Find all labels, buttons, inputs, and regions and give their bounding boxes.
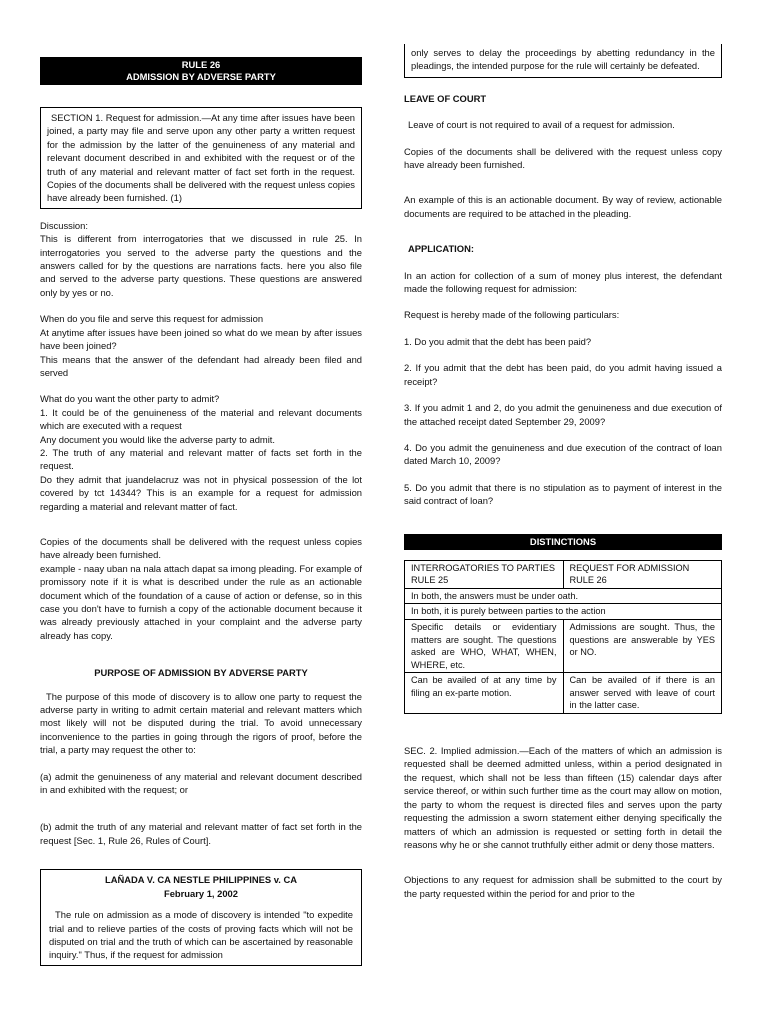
distinctions-heading: DISTINCTIONS <box>404 534 722 550</box>
header-right-title: REQUEST FOR ADMISSION <box>569 562 690 573</box>
table-cell <box>563 560 722 588</box>
section-2-text: SEC. 2. Implied admission.—Each of the matters of which an admission is requested shall be deemed admitted unless, within a period designated in the request, which shall not be less than fifteen (15) calendar days after service thereof, or within such further time as the court may allow on motion, the party to whom the request is directed files and serves upon the party requesting the admission a sworn statement either denying specifically the matters of which an admission is requested or setting forth in detail the reasons why he or she cannot truthfully either admit or deny those matters. <box>404 745 722 850</box>
right-copies-text: Copies of the documents shall be delivered with the request unless copy have already been furnished. <box>404 145 722 171</box>
example-text: example - naay uban na nala attach dapat sa imong pleading. For example of promissory note if it is what is described under the rule as an actionable document which of the foundation of a cause of action or defense, so in this case you don't have to furnish a copy of the actionable document because it was already previously attached in your complaint and the adverse party already has copy. <box>40 562 362 641</box>
item-2: 2. The truth of any material and relevant matter of facts set forth in the request. <box>40 446 362 472</box>
what-question: What do you want the other party to admit? <box>40 393 220 405</box>
question-1: 1. Do you admit that the debt has been paid? <box>404 335 592 347</box>
request-intro: Request is hereby made of the following particulars: <box>404 309 620 321</box>
table-row <box>405 604 722 620</box>
left-column <box>40 0 362 966</box>
case-title: LAÑADA V. CA NESTLE PHILIPPINES v. CA <box>104 874 298 886</box>
application-text: In an action for collection of a sum of money plus interest, the defendant made the following request for admission: <box>404 269 722 295</box>
case-continued-text: only serves to delay the proceedings by abetting redundancy in the pleadings, the intended purpose for the rule will certainly be defeated. <box>411 47 715 72</box>
row3-left: Specific details or evidentiary matters are sought. The questions asked are WHO, WHAT, WHEN, WHERE, etc. <box>405 619 564 672</box>
objections-text: Objections to any request for admission shall be submitted to the court by the party requested within the period for and prior to the <box>404 874 722 899</box>
rule-title: RULE 26 <box>181 59 221 70</box>
distinctions-table <box>404 560 722 715</box>
item-1: 1. It could be of the genuineness of the material and relevant documents which are executed with a request <box>40 406 362 432</box>
table-row <box>405 560 722 588</box>
means-text: This means that the answer of the defendant had already been filed and served <box>40 353 362 378</box>
case-text: The rule on admission as a mode of discovery is intended "to expedite trial and to relieve parties of the costs of proving facts which will not be disputed on trial and the truth of which can be ascertained by reasonable inquiry." Thus, if the request for admission <box>49 909 353 961</box>
leave-text: Leave of court is not required to avail of a request for admission. <box>408 119 675 131</box>
rule-heading <box>40 57 362 85</box>
row3-right: Admissions are sought. Thus, the questions are answerable by YES or NO. <box>563 619 722 672</box>
section-1-text: SECTION 1. Request for admission.—At any time after issues have been joined, a party may file and serve upon any other party a written request for the admission by the latter of the genuineness of any material and relevant document described in and exhibited with the request or of the truth of any material and relevant matter of fact set forth in the request. Copies of the documents shall be delivered with the request unless copies have already been furnished. (1) <box>47 112 355 204</box>
when-answer: At anytime after issues have been joined so what do we mean by after issues have been joined? <box>40 326 362 352</box>
row4-left: Can be availed of at any time by filing an ex-parte motion. <box>405 673 564 714</box>
purpose-heading: PURPOSE OF ADMISSION BY ADVERSE PARTY <box>94 667 308 679</box>
row-parties: In both, it is purely between parties to the action <box>405 604 722 620</box>
table-row <box>405 673 722 714</box>
question-5: 5. Do you admit that there is no stipulation as to payment of interest in the said contract of loan? <box>404 481 722 507</box>
table-row <box>405 588 722 604</box>
right-example-text: An example of this is an actionable document. By way of review, actionable documents are required to be attached in the pleading. <box>404 194 722 219</box>
question-4: 4. Do you admit the genuineness and due execution of the contract of loan dated March 10, 2009? <box>404 441 722 467</box>
right-column <box>404 0 722 900</box>
rule-subtitle: ADMISSION BY ADVERSE PARTY <box>126 71 276 82</box>
application-heading: APPLICATION: <box>408 243 474 255</box>
case-continued-box <box>404 44 722 78</box>
row-oath: In both, the answers must be under oath. <box>405 588 722 604</box>
purpose-text: The purpose of this mode of discovery is to allow one party to request the adverse party in writing to admit certain material and relevant matters which most likely will not be disputed during the trial. To avoid unnecessary inconvenience to the parties in going through the rigors of proof, before the trial, a party may request the other to: <box>40 690 362 756</box>
case-date: February 1, 2002 <box>163 887 238 899</box>
copies-text: Copies of the documents shall be delivered with the request unless copies have already been furnished. <box>40 535 362 561</box>
leave-heading: LEAVE OF COURT <box>404 92 487 104</box>
table-row <box>405 619 722 672</box>
item-2b: Do they admit that juandelacruz was not in physical possession of the lot covered by tct 14344? This is an example for a request for admission regarding a material and relevant matter of fact. <box>40 473 362 512</box>
question-2: 2. If you admit that the debt has been paid, do you admit having issued a receipt? <box>404 362 722 387</box>
item-1b: Any document you would like the adverse party to admit. <box>40 433 276 445</box>
discussion-label: Discussion: <box>40 219 88 231</box>
section-1-box <box>40 107 362 209</box>
case-box <box>40 869 362 965</box>
discussion-text: This is different from interrogatories that we discussed in rule 25. In interrogatories you served to the adverse party the questions and the answers called for by the questions are narrations facts. here you also file and served to the adverse party questions. These questions are answered only by yes or no. <box>40 233 362 298</box>
row4-right: Can be availed of if there is an answer served with leave of court in the latter case. <box>563 673 722 714</box>
header-right-rule: RULE 26 <box>569 575 607 586</box>
header-left-title: INTERROGATORIES TO PARTIES <box>411 562 555 573</box>
purpose-b: (b) admit the truth of any material and relevant matter of fact set forth in the request [Sec. 1, Rule 26, Rules of Court]. <box>40 821 362 846</box>
purpose-a: (a) admit the genuineness of any material and relevant document described in and exhibited with the request; or <box>40 770 362 796</box>
header-left-rule: RULE 25 <box>411 575 449 586</box>
question-3: 3. If you admit 1 and 2, do you admit the genuineness and due execution of the attached receipt dated September 29, 2009? <box>404 402 722 427</box>
when-question: When do you file and serve this request for admission <box>40 313 264 325</box>
table-cell <box>405 560 564 588</box>
